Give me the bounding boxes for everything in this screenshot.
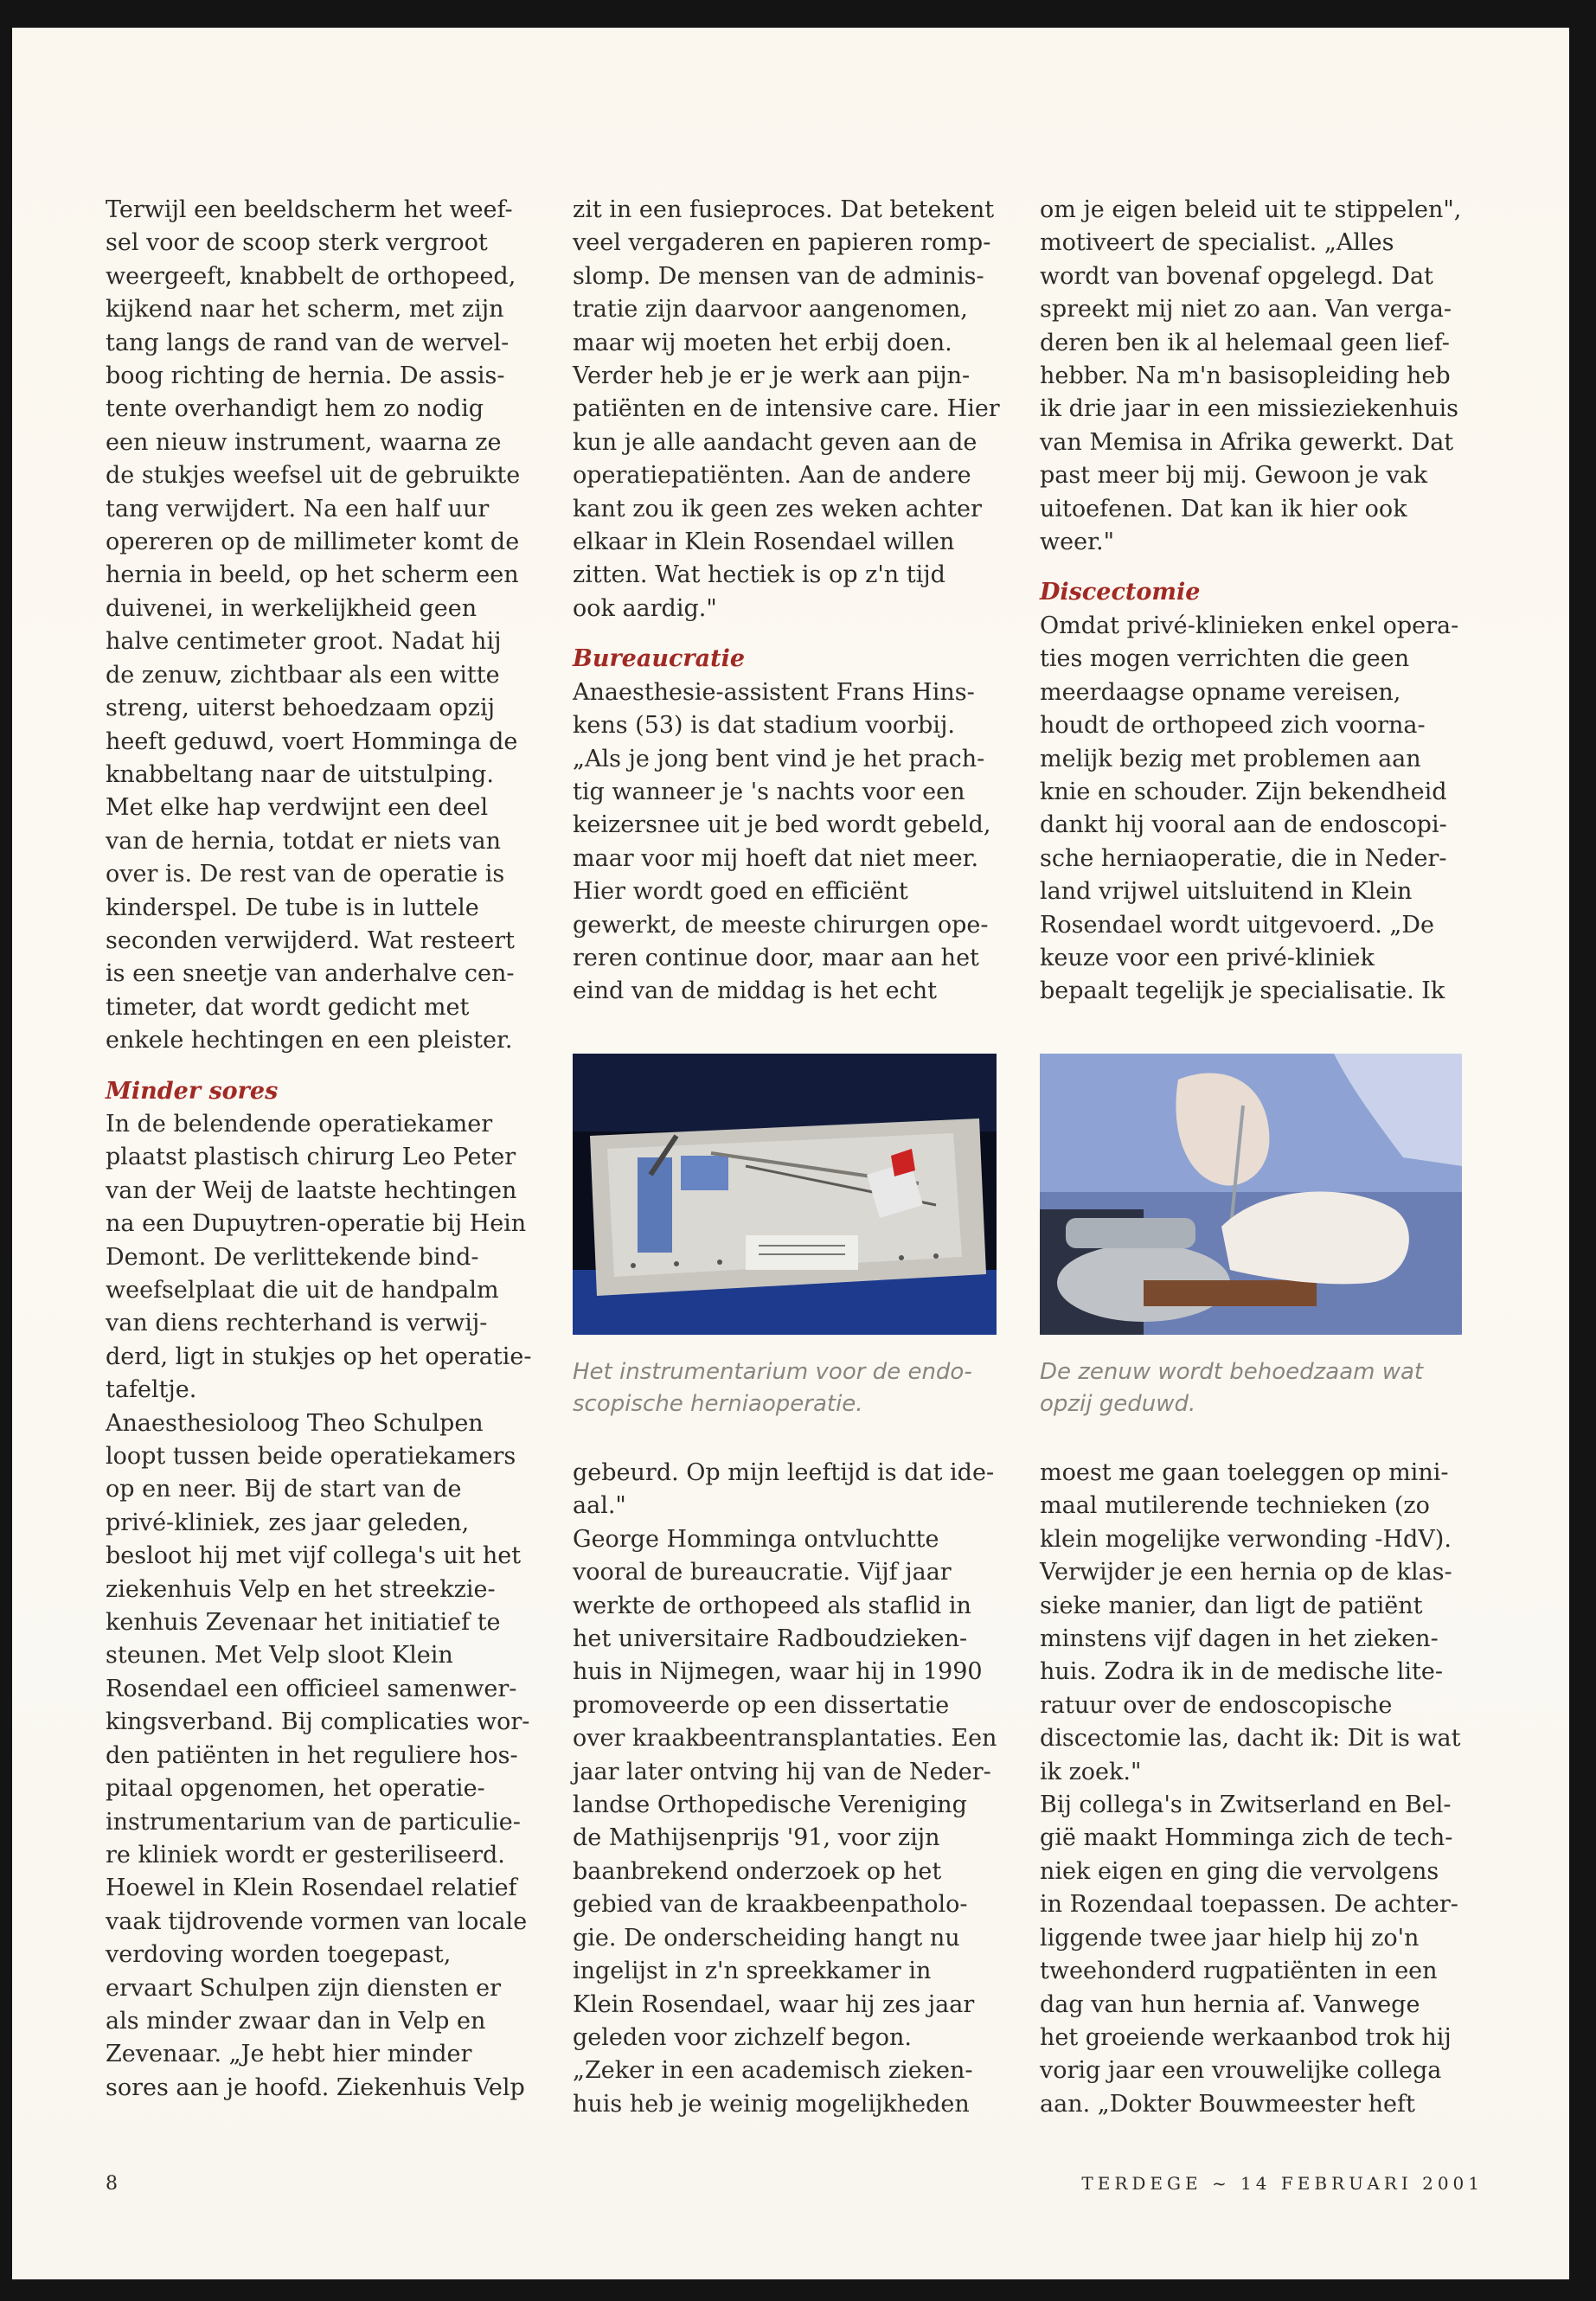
running-footer-title: TERDEGE ~ 14 FEBRUARI 2001 xyxy=(1081,2173,1484,2194)
text-line: past meer bij mij. Gewoon je vak xyxy=(1040,462,1428,490)
text-line: weer." xyxy=(1040,529,1115,556)
text-line: derd, ligt in stukjes op het operatie- xyxy=(106,1343,532,1370)
column-2-middle-text xyxy=(573,676,1005,1009)
text-line: meerdaagse opname vereisen, xyxy=(1040,678,1401,706)
text-line: spreekt mij niet zo aan. Van verga- xyxy=(1040,296,1452,324)
text-line: de zenuw, zichtbaar als een witte xyxy=(106,661,500,689)
text-line: aal." xyxy=(573,1492,626,1520)
text-line: keizersnee uit je bed wordt gebeld, xyxy=(573,811,991,839)
text-line: jaar later ontving hij van de Neder- xyxy=(573,1758,991,1785)
text-line: streng, uiterst behoedzaam opzij xyxy=(106,695,496,722)
text-line: steunen. Met Velp sloot Klein xyxy=(106,1642,453,1670)
text-line: promoveerde op een dissertatie xyxy=(573,1691,950,1719)
tray-photo-caption xyxy=(573,1356,1005,1420)
text-line: patiënten en de intensive care. Hier xyxy=(573,395,1000,423)
text-line: sel voor de scoop sterk vergroot xyxy=(106,229,488,257)
text-line: dankt hij vooral aan de endoscopi- xyxy=(1040,811,1447,839)
text-line: zitten. Wat hectiek is op z'n tijd xyxy=(573,561,945,589)
text-line: keuze voor een privé-kliniek xyxy=(1040,944,1375,971)
text-line: den patiënten in het reguliere hos- xyxy=(106,1741,518,1769)
text-line: ik drie jaar in een missieziekenhuis xyxy=(1040,395,1458,423)
text-line: huis. Zodra ik in de medische lite- xyxy=(1040,1658,1444,1686)
column-3-bottom-text xyxy=(1040,1457,1472,2121)
text-line: land vrijwel uitsluitend in Klein xyxy=(1040,878,1413,906)
text-line: wordt van bovenaf opgelegd. Dat xyxy=(1040,262,1433,290)
text-line: huis heb je weinig mogelijkheden xyxy=(573,2090,970,2118)
text-line: is een sneetje van anderhalve cen- xyxy=(106,960,515,988)
text-line: Hier wordt goed en efficiënt xyxy=(573,878,908,906)
text-line: in Rozendaal toepassen. De achter- xyxy=(1040,1891,1458,1919)
text-line: sieke manier, dan ligt de patiënt xyxy=(1040,1592,1423,1619)
text-line: gie. De onderscheiding hangt nu xyxy=(573,1924,960,1952)
text-line: ratuur over de endoscopische xyxy=(1040,1691,1393,1719)
text-line: Rosendael wordt uitgevoerd. „De xyxy=(1040,911,1434,939)
text-line: opereren op de millimeter komt de xyxy=(106,529,520,556)
text-line: scopische herniaoperatie. xyxy=(573,1391,863,1417)
text-line: Verder heb je er je werk aan pijn- xyxy=(573,362,971,390)
text-line: discectomie las, dacht ik: Dit is wat xyxy=(1040,1725,1461,1753)
text-line: ties mogen verrichten die geen xyxy=(1040,645,1410,673)
text-line: Rosendael een officieel samenwer- xyxy=(106,1675,517,1702)
text-line: sche herniaoperatie, die in Neder- xyxy=(1040,844,1447,872)
text-line: weefselplaat die uit de handpalm xyxy=(106,1277,499,1304)
text-line: het groeiende werkaanbod trok hij xyxy=(1040,2023,1452,2051)
text-line: tang verwijdert. Na een half uur xyxy=(106,495,490,522)
section-heading-bureaucratie: Bureaucratie xyxy=(573,645,746,673)
section-heading-discectomie: Discectomie xyxy=(1040,579,1201,606)
text-line: maar wij moeten het erbij doen. xyxy=(573,329,952,356)
text-line: weergeeft, knabbelt de orthopeed, xyxy=(106,262,516,290)
text-line: tweehonderd rugpatiënten in een xyxy=(1040,1958,1438,1985)
surgery-hands-image xyxy=(1040,1054,1462,1335)
text-line: maar voor mij hoeft dat niet meer. xyxy=(573,844,979,872)
text-line: reren continue door, maar aan het xyxy=(573,944,979,971)
text-line: timeter, dat wordt gedicht met xyxy=(106,993,470,1021)
text-line: „Als je jong bent vind je het prach- xyxy=(573,745,985,772)
text-line: Bij collega's in Zwitserland en Bel- xyxy=(1040,1791,1452,1819)
text-line: boog richting de hernia. De assis- xyxy=(106,362,505,390)
text-line: op en neer. Bij de start van de xyxy=(106,1476,462,1503)
text-line: bepaalt tegelijk je specialisatie. Ik xyxy=(1040,977,1445,1005)
text-line: halve centimeter groot. Nadat hij xyxy=(106,628,502,656)
text-line: de stukjes weefsel uit de gebruikte xyxy=(106,462,521,490)
page-number: 8 xyxy=(106,2173,118,2195)
column-1 xyxy=(106,194,538,2105)
text-line: sores aan je hoofd. Ziekenhuis Velp xyxy=(106,2073,525,2101)
text-line: werkte de orthopeed als staflid in xyxy=(573,1592,971,1619)
text-line: hebber. Na m'n basisopleiding heb xyxy=(1040,362,1451,390)
text-line: heeft geduwd, voert Homminga de xyxy=(106,727,518,755)
column-2-lower xyxy=(573,1457,1005,2121)
text-line: Hoewel in Klein Rosendael relatief xyxy=(106,1875,517,1902)
text-line: Demont. De verlittekende bind- xyxy=(106,1243,479,1271)
text-line: kinderspel. De tube is in luttele xyxy=(106,894,479,921)
text-line: niek eigen en ging die vervolgens xyxy=(1040,1857,1439,1885)
text-line: privé-kliniek, zes jaar geleden, xyxy=(106,1509,470,1536)
text-line: klein mogelijke verwonding -HdV). xyxy=(1040,1525,1452,1553)
text-line: loopt tussen beide operatiekamers xyxy=(106,1443,516,1471)
instrument-tray-photo xyxy=(573,1054,997,1335)
text-line: Verwijder je een hernia op de klas- xyxy=(1040,1559,1452,1586)
text-line: tratie zijn daarvoor aangenomen, xyxy=(573,296,968,324)
text-line: gië maakt Homminga zich de tech- xyxy=(1040,1824,1453,1852)
instrument-tray-image xyxy=(573,1054,997,1335)
text-line: landse Orthopedische Vereniging xyxy=(573,1791,967,1819)
text-line: Zevenaar. „Je hebt hier minder xyxy=(106,2041,472,2068)
text-line: een nieuw instrument, waarna ze xyxy=(106,428,502,456)
text-line: besloot hij met vijf collega's uit het xyxy=(106,1542,522,1570)
column-1-top-text xyxy=(106,194,538,1058)
text-line: hernia in beeld, op het scherm een xyxy=(106,561,519,589)
text-line: In de belendende operatiekamer xyxy=(106,1110,493,1138)
text-line: Klein Rosendael, waar hij zes jaar xyxy=(573,1990,975,2018)
text-line: elkaar in Klein Rosendael willen xyxy=(573,529,955,556)
text-line: „Zeker in een academisch zieken- xyxy=(573,2057,973,2085)
column-3-top-text xyxy=(1040,194,1472,559)
text-line: als minder zwaar dan in Velp en xyxy=(106,2007,486,2035)
column-3 xyxy=(1040,194,1472,1009)
text-line: gewerkt, de meeste chirurgen ope- xyxy=(573,911,989,939)
text-line: ook aardig." xyxy=(573,594,717,622)
text-line: vaak tijdrovende vormen van locale xyxy=(106,1907,528,1935)
text-line: van de hernia, totdat er niets van xyxy=(106,827,501,855)
text-line: ziekenhuis Velp en het streekzie- xyxy=(106,1575,496,1603)
text-line: kant zou ik geen zes weken achter xyxy=(573,495,982,522)
text-line: minstens vijf dagen in het zieken- xyxy=(1040,1625,1439,1653)
text-line: houdt de orthopeed zich voorna- xyxy=(1040,712,1426,740)
text-line: ik zoek." xyxy=(1040,1758,1142,1785)
text-line: slomp. De mensen van de adminis- xyxy=(573,262,984,290)
text-line: gebied van de kraakbeenpatholo- xyxy=(573,1891,968,1919)
text-line: om je eigen beleid uit te stippelen", xyxy=(1040,196,1462,223)
text-line: liggende twee jaar hielp hij zo'n xyxy=(1040,1924,1420,1952)
text-line: Terwijl een beeldscherm het weef- xyxy=(106,196,513,223)
text-line: enkele hechtingen en een pleister. xyxy=(106,1027,513,1054)
text-line: vorig jaar een vrouwelijke collega xyxy=(1040,2057,1442,2085)
column-2-top-text xyxy=(573,194,1005,625)
column-1-bottom-text xyxy=(106,1108,538,2105)
text-line: het universitaire Radboudzieken- xyxy=(573,1625,968,1653)
text-line: verdoving worden toegepast, xyxy=(106,1941,452,1969)
text-line: De zenuw wordt behoedzaam wat xyxy=(1040,1359,1424,1385)
text-line: knabbeltang naar de uitstulping. xyxy=(106,760,494,788)
text-line: knie en schouder. Zijn bekendheid xyxy=(1040,778,1447,805)
text-line: kijkend naar het scherm, met zijn xyxy=(106,296,504,324)
text-line: kingsverband. Bij complicaties wor- xyxy=(106,1708,530,1736)
text-line: geleden voor zichzelf begon. xyxy=(573,2023,912,2051)
text-line: ervaart Schulpen zijn diensten er xyxy=(106,1974,501,2002)
text-line: van Memisa in Afrika gewerkt. Dat xyxy=(1040,428,1454,456)
text-line: kenhuis Zevenaar het initiatief te xyxy=(106,1609,501,1637)
text-line: na een Dupuytren-operatie bij Hein xyxy=(106,1210,527,1238)
text-line: Anaesthesie-assistent Frans Hins- xyxy=(573,678,975,706)
text-line: eind van de middag is het echt xyxy=(573,977,938,1005)
text-line: de Mathijsenprijs '91, voor zijn xyxy=(573,1824,940,1852)
column-3-middle-text xyxy=(1040,610,1472,1009)
text-line: Het instrumentarium voor de endo- xyxy=(573,1359,972,1385)
text-line: van diens rechterhand is verwij- xyxy=(106,1310,488,1337)
text-line: gebeurd. Op mijn leeftijd is dat ide- xyxy=(573,1459,995,1486)
text-line: aan. „Dokter Bouwmeester heft xyxy=(1040,2090,1415,2118)
text-line: instrumentarium van de particulie- xyxy=(106,1808,521,1836)
text-line: operatiepatiënten. Aan de andere xyxy=(573,462,971,490)
text-line: baanbrekend onderzoek op het xyxy=(573,1857,942,1885)
column-3-lower xyxy=(1040,1457,1472,2121)
text-line: maal mutilerende technieken (zo xyxy=(1040,1492,1430,1520)
text-line: melijk bezig met problemen aan xyxy=(1040,745,1421,772)
text-line: huis in Nijmegen, waar hij in 1990 xyxy=(573,1658,983,1686)
text-line: George Homminga ontvluchtte xyxy=(573,1525,939,1553)
text-line: tang langs de rand van de wervel- xyxy=(106,329,510,356)
text-line: moest me gaan toeleggen op mini- xyxy=(1040,1459,1449,1486)
text-line: uitoefenen. Dat kan ik hier ook xyxy=(1040,495,1407,522)
text-line: Anaesthesioloog Theo Schulpen xyxy=(106,1409,484,1437)
text-line: pitaal opgenomen, het operatie- xyxy=(106,1775,485,1803)
text-line: zit in een fusieproces. Dat betekent xyxy=(573,196,995,223)
text-line: tig wanneer je 's nachts voor een xyxy=(573,778,965,805)
text-line: tente overhandigt hem zo nodig xyxy=(106,395,484,423)
text-line: plaatst plastisch chirurg Leo Peter xyxy=(106,1144,516,1171)
text-line: kun je alle aandacht geven aan de xyxy=(573,428,977,456)
text-line: seconden verwijderd. Wat resteert xyxy=(106,926,515,954)
text-line: deren ben ik al helemaal geen lief- xyxy=(1040,329,1450,356)
text-line: Omdat privé-klinieken enkel opera- xyxy=(1040,612,1459,639)
text-line: dag van hun hernia af. Vanwege xyxy=(1040,1990,1420,2018)
text-line: re kliniek wordt er gesteriliseerd. xyxy=(106,1841,505,1868)
column-2 xyxy=(573,194,1005,1009)
text-line: van der Weij de laatste hechtingen xyxy=(106,1176,517,1204)
text-line: vooral de bureaucratie. Vijf jaar xyxy=(573,1559,952,1586)
text-line: ingelijst in z'n spreekkamer in xyxy=(573,1958,932,1985)
hands-photo-caption xyxy=(1040,1356,1472,1420)
column-2-bottom-text xyxy=(573,1457,1005,2121)
text-line: over kraakbeentransplantaties. Een xyxy=(573,1725,997,1753)
text-line: motiveert de specialist. „Alles xyxy=(1040,229,1394,257)
section-heading-minder-sores: Minder sores xyxy=(106,1077,279,1105)
text-line: opzij geduwd. xyxy=(1040,1391,1196,1417)
text-line: Met elke hap verdwijnt een deel xyxy=(106,794,489,822)
surgery-hands-photo xyxy=(1040,1054,1462,1335)
text-line: veel vergaderen en papieren romp- xyxy=(573,229,991,257)
text-line: over is. De rest van de operatie is xyxy=(106,861,505,888)
text-line: duivenei, in werkelijkheid geen xyxy=(106,594,478,622)
text-line: kens (53) is dat stadium voorbij. xyxy=(573,712,955,740)
text-line: tafeltje. xyxy=(106,1376,197,1404)
